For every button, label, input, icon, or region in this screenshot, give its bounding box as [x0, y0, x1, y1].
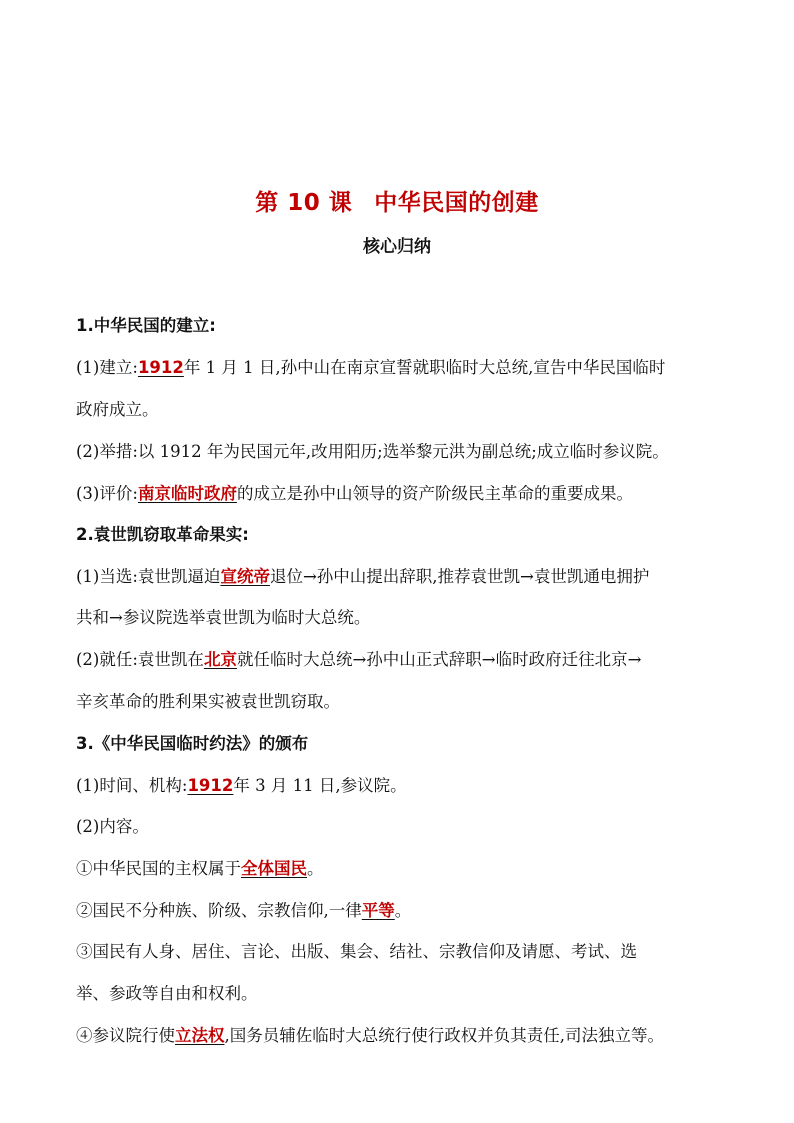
answer-highlight: 宣统帝: [220, 567, 270, 586]
text-segment: (1)时间、机构:: [76, 776, 188, 795]
heading-text: 3.《中华民国临时约法》的颁布: [76, 734, 309, 753]
text-segment: 的成立是孙中山领导的资产阶级民主革命的重要成果。: [236, 484, 633, 503]
text-segment: ①中华民国的主权属于: [76, 859, 241, 878]
text-segment: 年 1 月 1 日,孙中山在南京宣誓就职临时大总统,宣告中华民国临时: [183, 358, 666, 377]
paragraph-line: [76, 940, 736, 964]
answer-highlight: 北京: [203, 650, 237, 669]
text-segment: (2)就任:袁世凯在: [76, 650, 204, 669]
text-segment: 退位→孙中山提出辞职,推荐袁世凯→袁世凯通电拥护: [269, 567, 650, 586]
answer-highlight: 立法权: [175, 1026, 225, 1045]
answer-highlight: 平等: [361, 901, 395, 920]
lesson-number: 第 10 课: [255, 190, 353, 216]
answer-highlight: 1912: [137, 358, 184, 377]
paragraph-line: [76, 398, 736, 422]
text-segment: (1)建立:: [76, 358, 138, 377]
text-segment: ④参议院行使: [76, 1026, 175, 1045]
lesson-name: 中华民国的创建: [374, 190, 539, 216]
answer-highlight: 南京临时政府: [137, 484, 237, 503]
paragraph-line: [76, 1024, 736, 1048]
paragraph-line: [76, 482, 736, 506]
text-segment: (1)当选:袁世凯逼迫: [76, 567, 221, 586]
paragraph-line: [76, 440, 736, 464]
text-segment: 年 3 月 11 日,参议院。: [233, 776, 407, 795]
paragraph-line: [76, 774, 736, 798]
text-segment: ,国务员辅佐临时大总统行使行政权并负其责任,司法独立等。: [224, 1026, 664, 1045]
paragraph-line: [76, 648, 736, 672]
text-segment: (2)举措:以 1912 年为民国元年,改用阳历;选举黎元洪为副总统;成立临时参议院。: [76, 442, 669, 461]
section-heading-3: [76, 732, 736, 756]
paragraph-line: [76, 565, 736, 589]
paragraph-line: [76, 815, 736, 839]
answer-highlight: 全体国民: [241, 859, 307, 878]
text-segment: (3)评价:: [76, 484, 138, 503]
text-segment: 政府成立。: [76, 400, 159, 419]
paragraph-line: [76, 690, 736, 714]
text-segment: ②国民不分种族、阶级、宗教信仰,一律: [76, 901, 362, 920]
text-segment: 举、参政等自由和权利。: [76, 984, 258, 1003]
paragraph-line: [76, 982, 736, 1006]
paragraph-line: [76, 857, 736, 881]
text-segment: 辛亥革命的胜利果实被袁世凯窃取。: [76, 692, 340, 711]
page-title: [0, 184, 794, 217]
section-heading-1: [76, 314, 736, 338]
text-segment: 共和→参议院选举袁世凯为临时大总统。: [76, 608, 371, 627]
section-heading-2: [76, 523, 736, 547]
paragraph-line: [76, 356, 736, 380]
heading-text: 1.中华民国的建立:: [76, 316, 216, 335]
paragraph-line: [76, 899, 736, 923]
text-segment: 。: [394, 901, 412, 920]
text-segment: (2)内容。: [76, 817, 149, 836]
page-subtitle: 核心归纳: [363, 237, 431, 257]
answer-highlight: 1912: [187, 776, 234, 795]
text-segment: 就任临时大总统→孙中山正式辞职→临时政府迁往北京→: [236, 650, 642, 669]
paragraph-line: [76, 606, 736, 630]
heading-text: 2.袁世凯窃取革命果实:: [76, 525, 249, 544]
text-segment: 。: [307, 859, 324, 878]
text-segment: ③国民有人身、居住、言论、出版、集会、结社、宗教信仰及请愿、考试、选: [76, 942, 637, 961]
